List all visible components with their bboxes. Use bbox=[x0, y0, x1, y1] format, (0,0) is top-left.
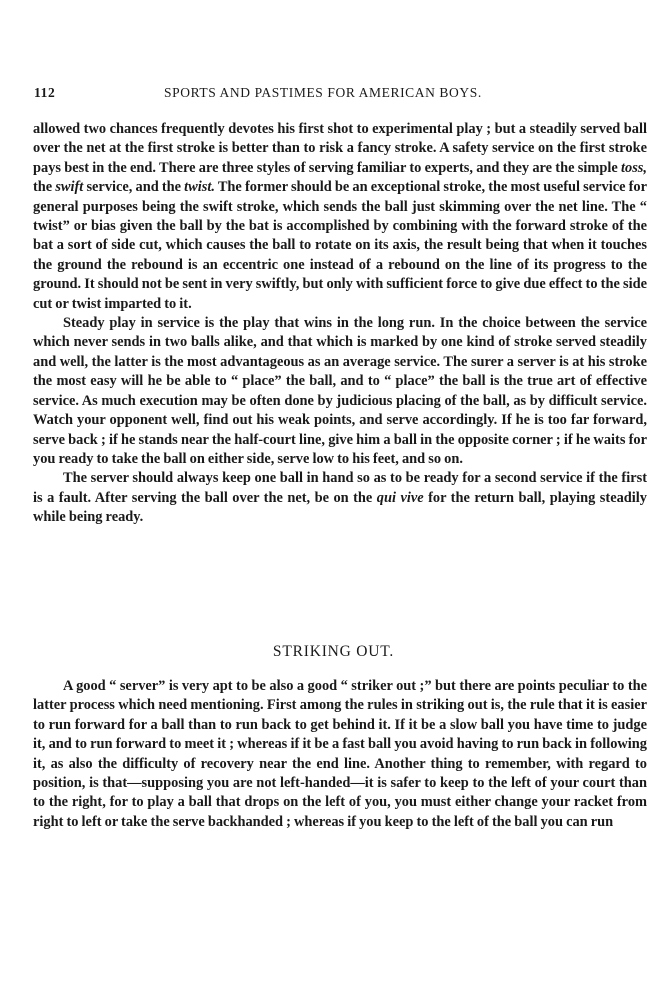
body-text-upper bbox=[33, 120, 647, 528]
body-text-lower bbox=[33, 677, 647, 832]
paragraph-second-ball bbox=[33, 469, 647, 527]
text-run: The server should always keep one ball in hand so as to be ready for a second service if the first is a fault. After serving the ball over the net, be on the bbox=[33, 470, 647, 506]
section-heading: STRIKING OUT. bbox=[272, 643, 395, 660]
text-run: the bbox=[33, 179, 56, 196]
text-run: for the return ball, playing steadily while being ready. bbox=[33, 489, 647, 526]
text-run: service, and the bbox=[83, 179, 185, 196]
paragraph-steady-play: Steady play in service is the play that wins in the long run. In the choice between the service which never sends in two balls alike, and that which is marked by one kind of stroke served steadily and well, the latter is the most advantageous as an average service. The surer a server is at his stroke the most easy will he be able to “ place” the ball, and to “ place” the ball is the true art of effective service. As much execution may be often done by judicious placing of the ball, as by difficult service. Watch your opponent well, find out his weak points, and serve accordingly. If he is too far forward, serve back ; if he stands near the half-court line, give him a ball in the opposite corner ; if he waits for you ready to take the ball on either side, serve low to his feet, and so on. bbox=[33, 315, 647, 467]
italic-twist: twist. bbox=[184, 179, 215, 196]
page-number: 112 bbox=[34, 85, 56, 100]
page-header bbox=[34, 85, 647, 107]
italic-qui-vive: qui vive bbox=[376, 489, 424, 506]
italic-toss: toss, bbox=[621, 159, 647, 176]
running-head: SPORTS AND PASTIMES FOR AMERICAN BOYS. bbox=[164, 85, 482, 100]
paragraph-striking-out: A good “ server” is very apt to be also a good “ striker out ;” but there are points peculiar to the latter process which need mentioning. First among the rules in striking out is, the rule that it is easier to run forward for a ball than to run back to get behind it. If it be a slow ball you have time to judge it, and to run forward to meet it ; whereas if it be a fast ball you avoid having to run back in following it, as also the difficulty of recovery near the end line. Another thing to remember, with regard to position, is that—supposing you are not left-handed—it is safer to keep to the left of your court than to the right, for to play a ball that drops on the left of you, you must either change your racket from right to left or take the serve backhanded ; whereas if you keep to the left of the ball you can run bbox=[33, 678, 647, 830]
italic-swift: swift bbox=[55, 179, 84, 196]
paragraph-serving-styles bbox=[33, 120, 647, 314]
text-run: The former should be an exceptional stroke, the most useful service for general purposes being the swift stroke, which sends the ball just skimming over the net line. The “ twist” or bias given the ball by the bat is accomplished by combining with the forward stroke of the bat a sort of side cut, which causes the ball to rotate on its axis, the result being that when it touches the ground the rebound is an eccentric one instead of a rebound on the line of its progress to the ground. It should not be sent in very swiftly, but only with sufficient force to give due effect to the side cut or twist imparted to it. bbox=[33, 179, 647, 312]
text-run: allowed two chances frequently devotes his first shot to experimental play ; but a steadily served ball over the net at the first stroke is better than to risk a fancy stroke. A safety service on the first stroke pays best in the end. There are three styles of serving familiar to experts, and they are the simple bbox=[33, 121, 647, 176]
